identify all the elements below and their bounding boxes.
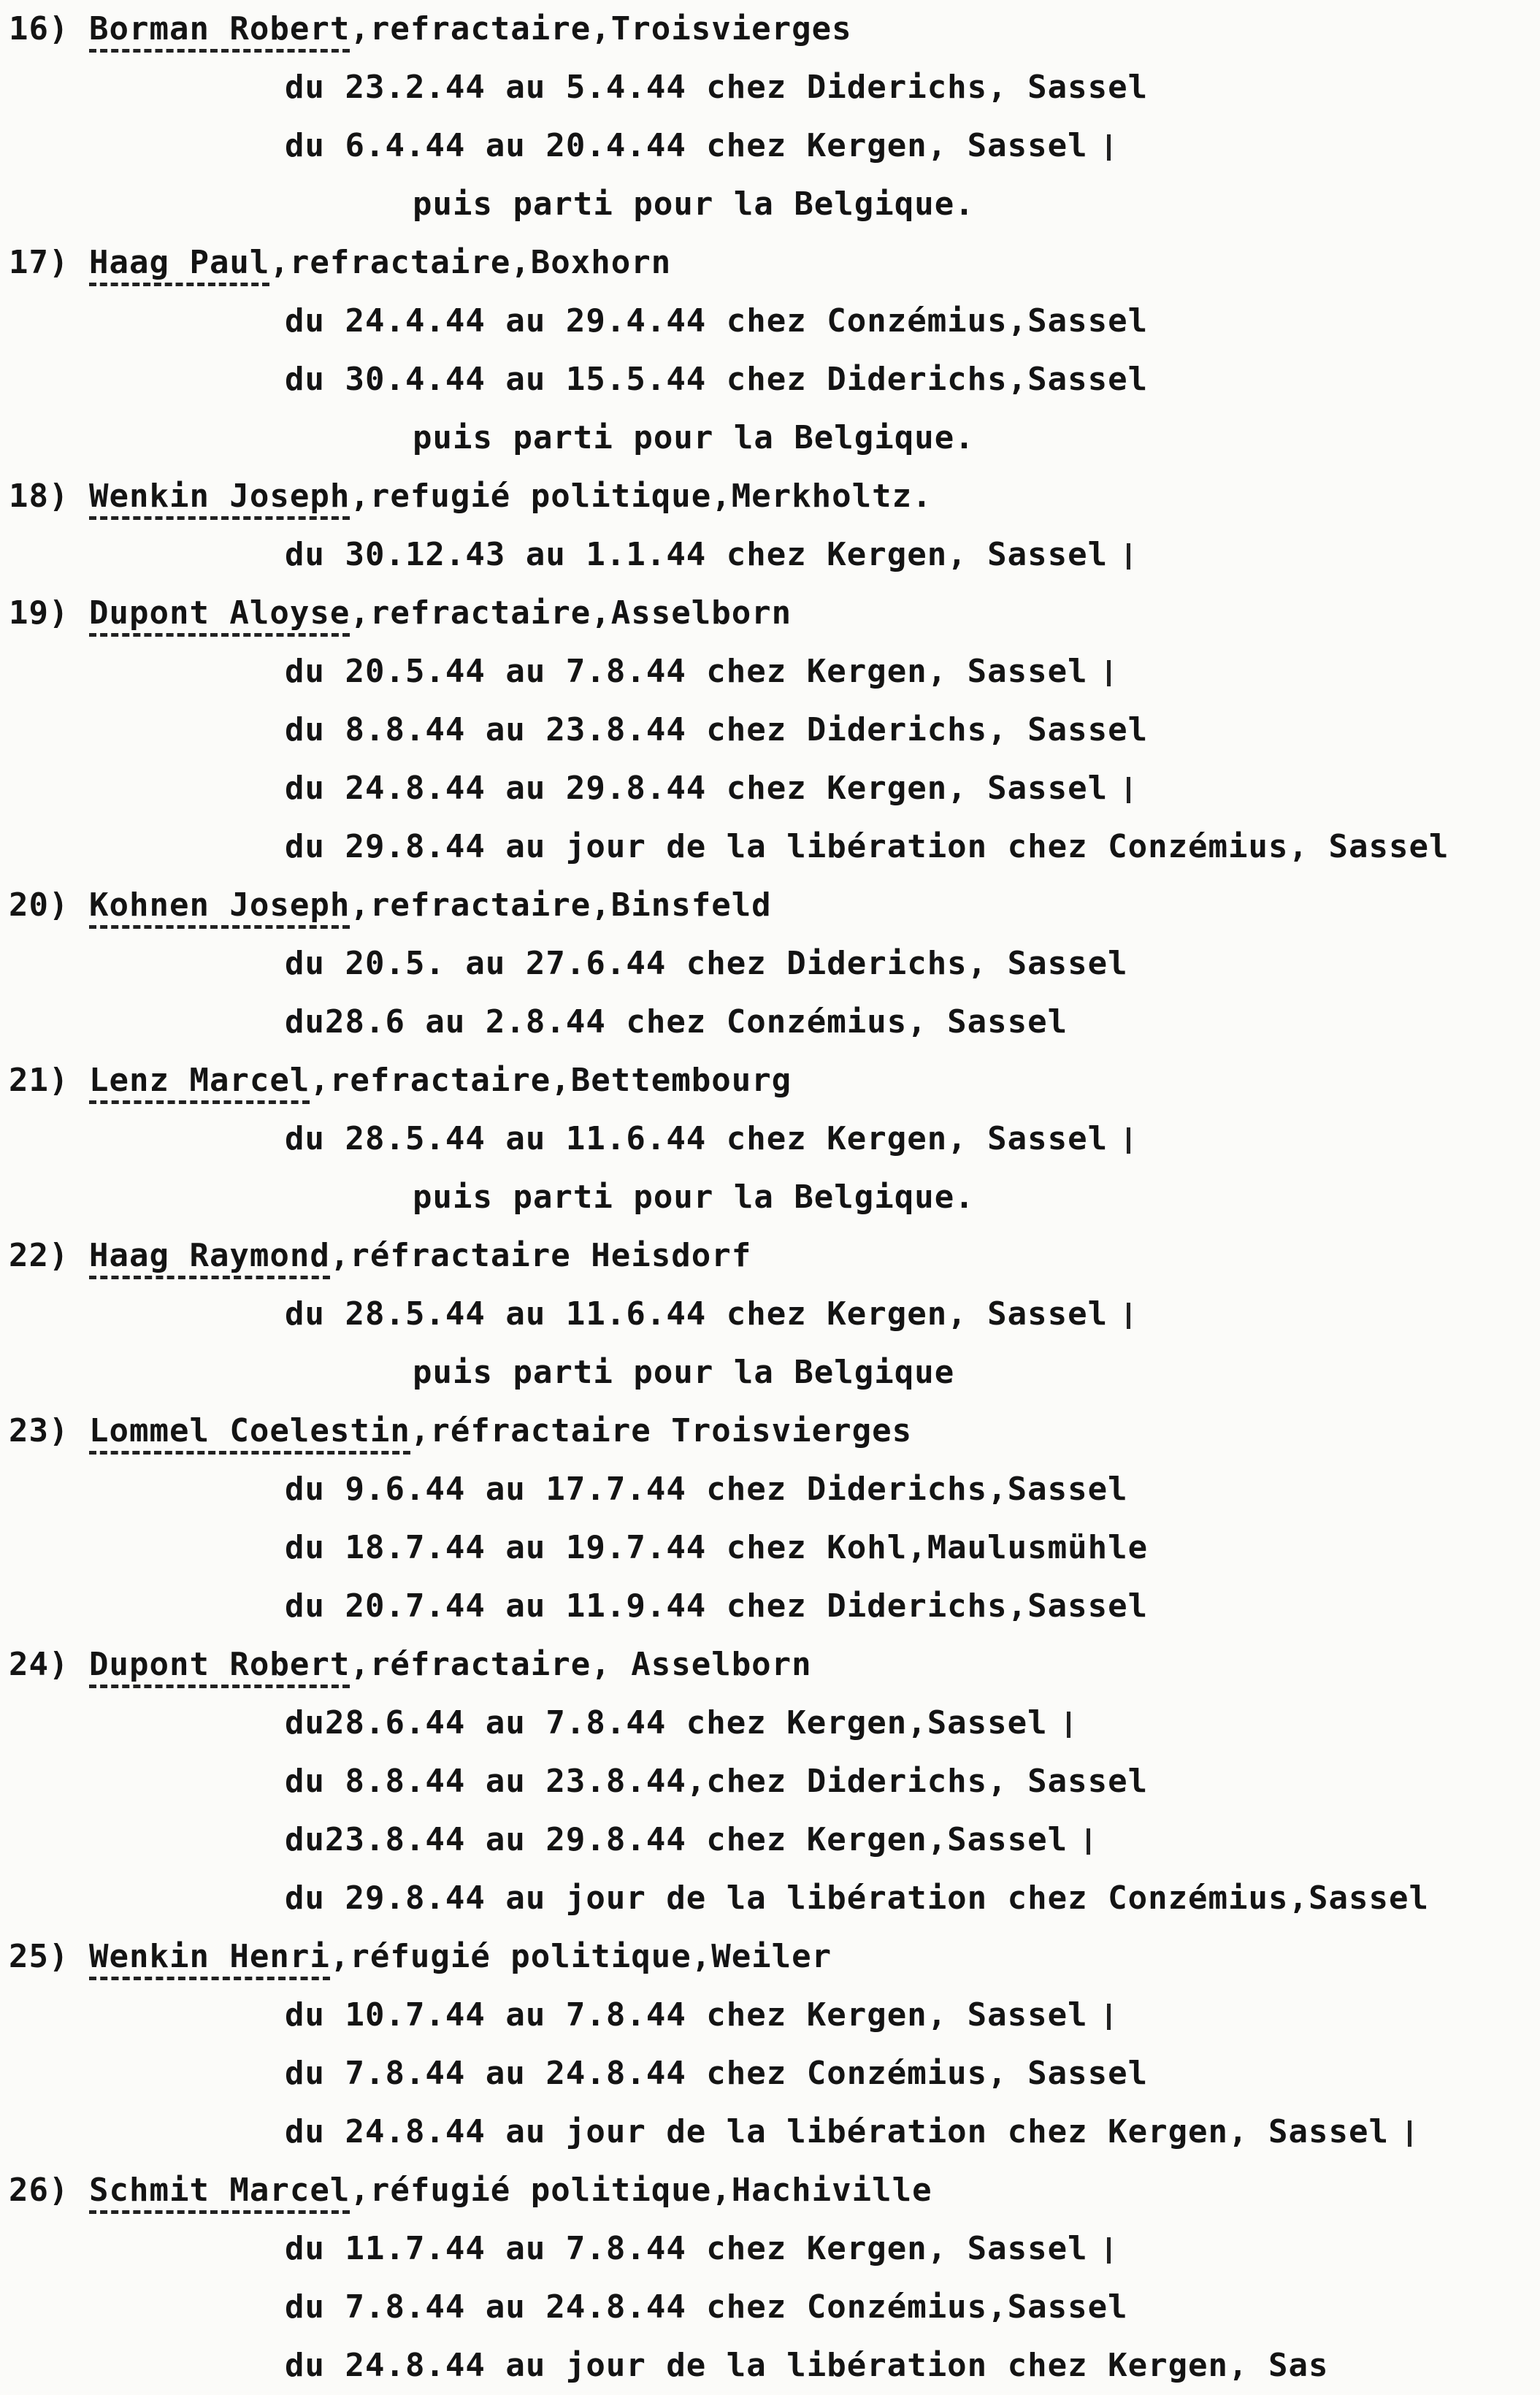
stay-line bbox=[0, 1694, 1540, 1752]
stay-text: du 10.7.44 au 7.8.44 chez Kergen, Sassel bbox=[285, 1996, 1088, 2034]
stay-line bbox=[0, 2278, 1540, 2337]
person-status: ,refractaire,Bettembourg bbox=[310, 1062, 792, 1099]
stay-text: du 28.5.44 au 11.6.44 chez Kergen, Sassel bbox=[285, 1120, 1108, 1157]
stay-text: du 30.4.44 au 15.5.44 chez Diderichs,Sassel bbox=[285, 361, 1149, 398]
person-status: ,refractaire,Boxhorn bbox=[269, 244, 672, 281]
stay-text: du 7.8.44 au 24.8.44 chez Conzémius,Sassel bbox=[285, 2288, 1128, 2326]
stay-line bbox=[0, 1344, 1540, 1402]
person-status: ,refractaire,Binsfeld bbox=[350, 886, 772, 924]
stay-text: du 24.4.44 au 29.4.44 chez Conzémius,Sassel bbox=[285, 302, 1149, 340]
entry-heading bbox=[0, 1928, 1540, 1986]
stay-text: du 11.7.44 au 7.8.44 chez Kergen, Sassel bbox=[285, 2230, 1088, 2267]
handwritten-tick-mark bbox=[1127, 1127, 1130, 1154]
person-status: ,refugié politique,Merkholtz. bbox=[350, 478, 932, 515]
person-status: ,réfugié politique,Weiler bbox=[329, 1938, 832, 1975]
handwritten-tick-mark bbox=[1067, 1712, 1070, 1738]
entry-heading bbox=[0, 1227, 1540, 1285]
stay-line bbox=[0, 1168, 1540, 1227]
entry-heading bbox=[0, 584, 1540, 643]
stay-line bbox=[0, 1285, 1540, 1344]
stay-text: du 23.2.44 au 5.4.44 chez Diderichs, Sassel bbox=[285, 69, 1149, 106]
stay-line bbox=[0, 175, 1540, 234]
entry-number: 19) bbox=[9, 594, 69, 632]
person-name: Dupont Robert bbox=[89, 1646, 350, 1688]
entry-heading bbox=[0, 1636, 1540, 1694]
stay-line bbox=[0, 2103, 1540, 2161]
person-status: ,refractaire,Asselborn bbox=[350, 594, 792, 632]
stay-line bbox=[0, 292, 1540, 350]
person-name: Wenkin Joseph bbox=[89, 478, 350, 520]
entry bbox=[0, 1928, 1540, 2161]
stay-text: puis parti pour la Belgique bbox=[413, 1354, 955, 1391]
person-name: Dupont Aloyse bbox=[89, 594, 350, 637]
stay-line bbox=[0, 643, 1540, 701]
stay-line bbox=[0, 1986, 1540, 2045]
entry bbox=[0, 876, 1540, 1051]
stay-text: du 24.8.44 au 29.8.44 chez Kergen, Sassel bbox=[285, 770, 1108, 807]
person-name: Lommel Coelestin bbox=[89, 1412, 410, 1455]
stay-line bbox=[0, 117, 1540, 175]
stay-line bbox=[0, 58, 1540, 117]
person-name: Borman Robert bbox=[89, 10, 350, 53]
entry bbox=[0, 467, 1540, 584]
stay-line bbox=[0, 818, 1540, 876]
entry-heading bbox=[0, 2161, 1540, 2220]
entry-number: 18) bbox=[9, 478, 69, 515]
handwritten-tick-mark bbox=[1087, 1828, 1090, 1855]
entry-number: 16) bbox=[9, 10, 69, 47]
stay-line bbox=[0, 1811, 1540, 1869]
handwritten-tick-mark bbox=[1107, 660, 1111, 686]
stay-line bbox=[0, 759, 1540, 818]
stay-text: du28.6 au 2.8.44 chez Conzémius, Sassel bbox=[285, 1003, 1068, 1041]
stay-text: du 20.5.44 au 7.8.44 chez Kergen, Sassel bbox=[285, 653, 1088, 690]
stay-text: du 20.5. au 27.6.44 chez Diderichs, Sassel bbox=[285, 945, 1128, 982]
entry-number: 21) bbox=[9, 1062, 69, 1099]
handwritten-tick-mark bbox=[1127, 777, 1130, 803]
person-name: Lenz Marcel bbox=[89, 1062, 310, 1104]
entry-number: 17) bbox=[9, 244, 69, 281]
entry-heading bbox=[0, 0, 1540, 58]
stay-text: du 6.4.44 au 20.4.44 chez Kergen, Sassel bbox=[285, 127, 1088, 164]
stay-text: du 24.8.44 au jour de la libération chez Kergen, Sassel bbox=[285, 2113, 1389, 2150]
person-status: ,refractaire,Troisvierges bbox=[350, 10, 852, 47]
person-status: ,réfractaire Heisdorf bbox=[329, 1237, 752, 1274]
stay-text: du 24.8.44 au jour de la libération chez Kergen, Sas bbox=[285, 2347, 1329, 2384]
stay-text: du 18.7.44 au 19.7.44 chez Kohl,Maulusmühle bbox=[285, 1529, 1149, 1566]
stay-text: du 29.8.44 au jour de la libération chez Conzémius,Sassel bbox=[285, 1879, 1429, 1917]
entry-heading bbox=[0, 1051, 1540, 1110]
stay-line bbox=[0, 2045, 1540, 2103]
person-name: Haag Raymond bbox=[89, 1237, 330, 1279]
entry-number: 25) bbox=[9, 1938, 69, 1975]
entry-number: 20) bbox=[9, 886, 69, 924]
stay-line bbox=[0, 1519, 1540, 1577]
stay-line bbox=[0, 350, 1540, 409]
stay-line bbox=[0, 526, 1540, 584]
person-name: Wenkin Henri bbox=[89, 1938, 330, 1980]
person-name: Schmit Marcel bbox=[89, 2172, 350, 2214]
stay-line bbox=[0, 1460, 1540, 1519]
stay-text: du 8.8.44 au 23.8.44 chez Diderichs, Sassel bbox=[285, 711, 1149, 748]
entry-number: 26) bbox=[9, 2172, 69, 2209]
stay-line bbox=[0, 2337, 1540, 2395]
stay-text: du 9.6.44 au 17.7.44 chez Diderichs,Sassel bbox=[285, 1471, 1128, 1508]
handwritten-tick-mark bbox=[1107, 2237, 1111, 2264]
stay-line bbox=[0, 1577, 1540, 1636]
stay-text: du23.8.44 au 29.8.44 chez Kergen,Sassel bbox=[285, 1821, 1068, 1858]
handwritten-tick-mark bbox=[1107, 2004, 1111, 2030]
entry-heading bbox=[0, 1402, 1540, 1460]
stay-text: du 8.8.44 au 23.8.44,chez Diderichs, Sassel bbox=[285, 1763, 1149, 1800]
entry-heading bbox=[0, 467, 1540, 526]
stay-line bbox=[0, 701, 1540, 759]
entry bbox=[0, 584, 1540, 876]
entry-heading bbox=[0, 876, 1540, 935]
entry bbox=[0, 2161, 1540, 2395]
stay-text: puis parti pour la Belgique. bbox=[413, 185, 975, 223]
entry-number: 24) bbox=[9, 1646, 69, 1683]
handwritten-tick-mark bbox=[1127, 543, 1130, 570]
stay-line bbox=[0, 1869, 1540, 1928]
person-status: ,réfractaire, Asselborn bbox=[350, 1646, 812, 1683]
stay-text: du 29.8.44 au jour de la libération chez Conzémius, Sassel bbox=[285, 828, 1449, 865]
stay-line bbox=[0, 935, 1540, 993]
stay-text: puis parti pour la Belgique. bbox=[413, 419, 975, 456]
person-name: Haag Paul bbox=[89, 244, 269, 286]
stay-line bbox=[0, 1752, 1540, 1811]
entry-heading bbox=[0, 234, 1540, 292]
entry-number: 23) bbox=[9, 1412, 69, 1449]
entry bbox=[0, 1227, 1540, 1402]
stay-text: du 28.5.44 au 11.6.44 chez Kergen, Sassel bbox=[285, 1295, 1108, 1333]
entry-number: 22) bbox=[9, 1237, 69, 1274]
person-name: Kohnen Joseph bbox=[89, 886, 350, 929]
handwritten-tick-mark bbox=[1408, 2120, 1411, 2147]
entry bbox=[0, 0, 1540, 234]
stay-text: du 20.7.44 au 11.9.44 chez Diderichs,Sassel bbox=[285, 1587, 1149, 1625]
stay-line bbox=[0, 2220, 1540, 2278]
stay-line bbox=[0, 409, 1540, 467]
stay-text: du 30.12.43 au 1.1.44 chez Kergen, Sassel bbox=[285, 536, 1108, 573]
stay-text: du28.6.44 au 7.8.44 chez Kergen,Sassel bbox=[285, 1704, 1048, 1741]
stay-text: du 7.8.44 au 24.8.44 chez Conzémius, Sassel bbox=[285, 2055, 1149, 2092]
entry bbox=[0, 234, 1540, 467]
person-status: ,réfugié politique,Hachiville bbox=[350, 2172, 932, 2209]
person-status: ,réfractaire Troisvierges bbox=[410, 1412, 913, 1449]
entry bbox=[0, 1636, 1540, 1928]
stay-line bbox=[0, 1110, 1540, 1168]
entry bbox=[0, 1051, 1540, 1227]
stay-text: puis parti pour la Belgique. bbox=[413, 1179, 975, 1216]
stay-line bbox=[0, 993, 1540, 1051]
entry bbox=[0, 1402, 1540, 1636]
handwritten-tick-mark bbox=[1127, 1303, 1130, 1329]
handwritten-tick-mark bbox=[1107, 134, 1111, 161]
